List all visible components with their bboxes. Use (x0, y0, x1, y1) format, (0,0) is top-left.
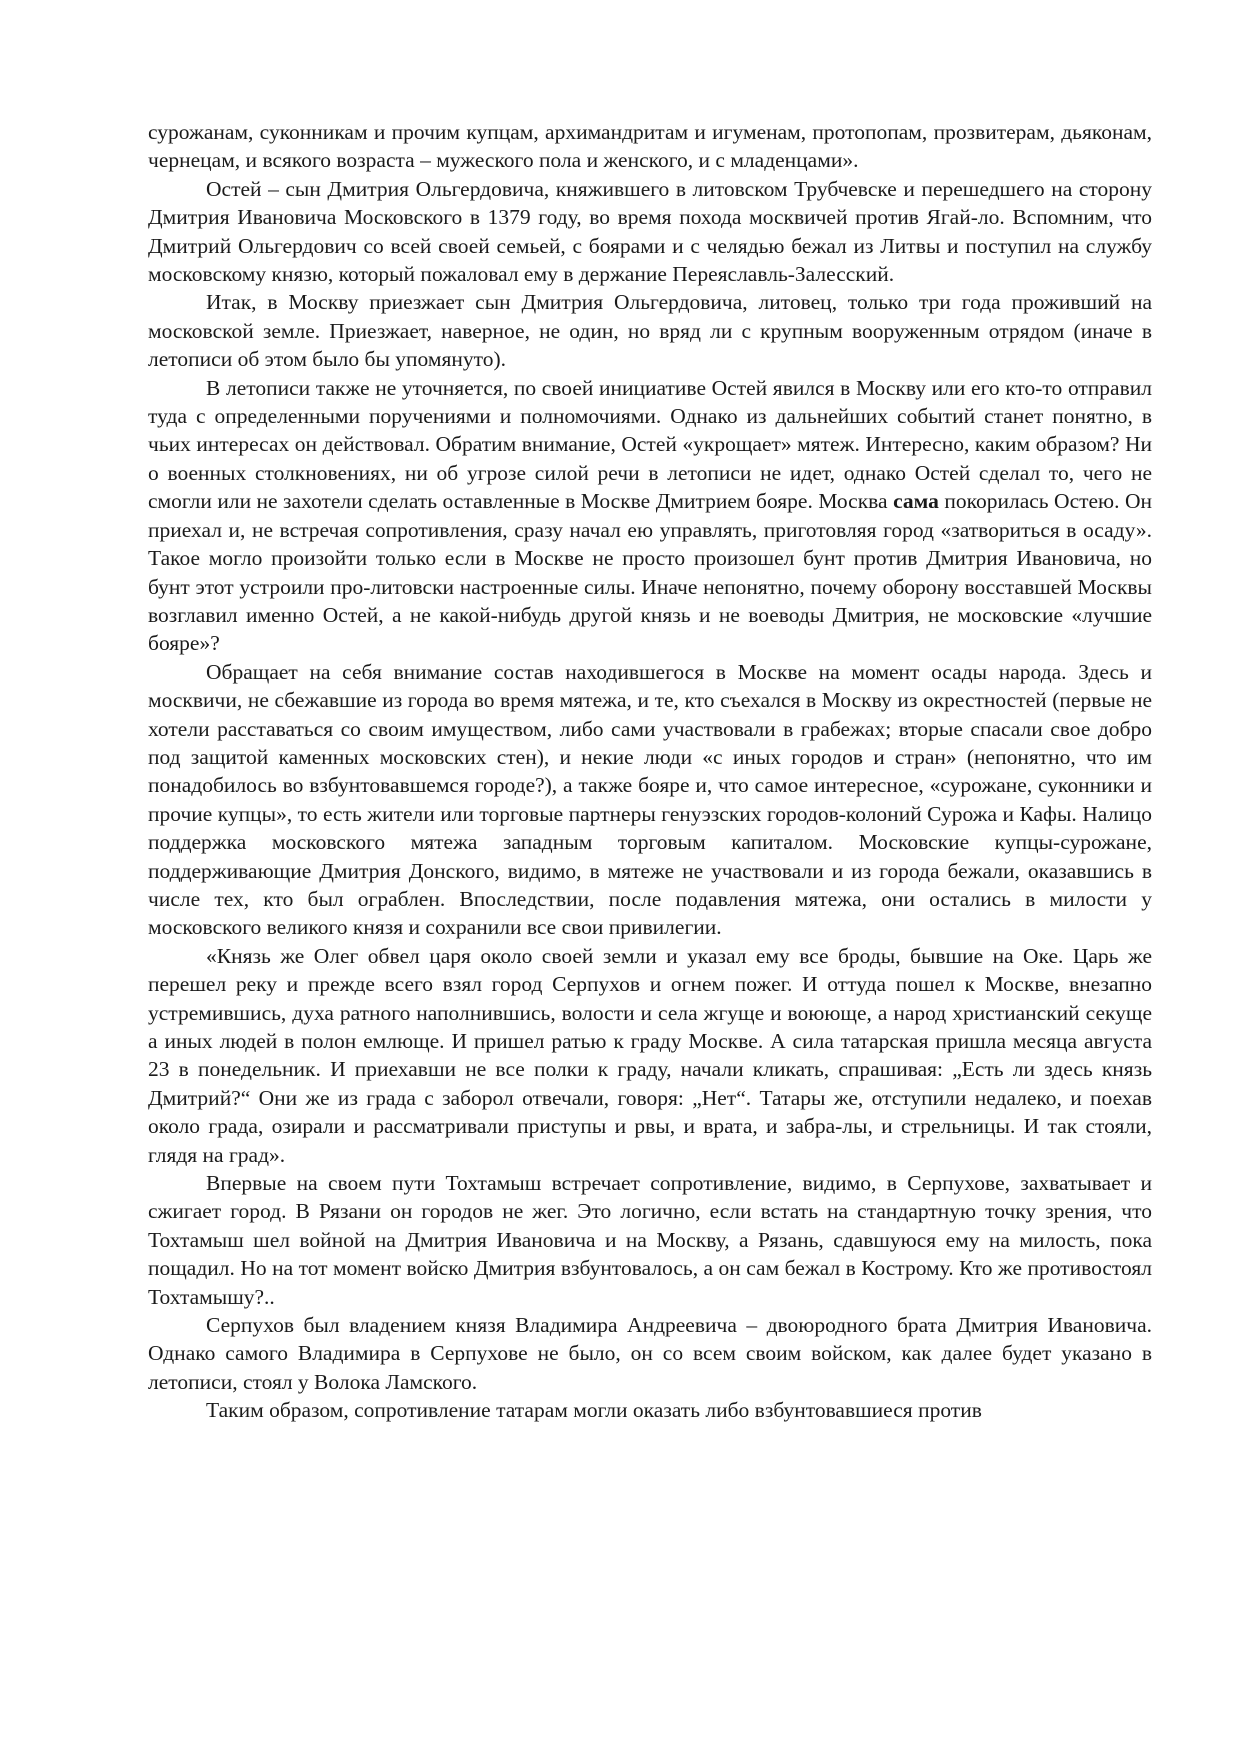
paragraph-text: покорилась Остею. Он приехал и, не встречая сопротивления, сразу начал ею управлять, приготовляя город «затвориться в осаду». Такое могло произойти только если в Москве не просто произошел бунт против Дмитрия Ивановича, но бунт этот устроили про-литовски настроенные силы. Иначе непонятно, почему оборону восставшей Москвы возглавил именно Остей, а не какой-нибудь другой князь и не воеводы Дмитрия, не московские «лучшие бояре»? (148, 489, 1152, 656)
paragraph-text: В летописи также не уточняется, по своей инициативе Остей явился в Москву или его кто-то отправил туда с определенными поручениями и полномочиями. Однако из дальнейших событий станет понятно, в чьих интересах он действовал. Обратим внимание, Остей «укрощает» мятеж. Интересно, каким образом? Ни о военных столкновениях, ни об угрозе силой речи в летописи не идет, однако Остей сделал то, чего не смогли или не захотели сделать оставленные в Москве Дмитрием бояре. Москва (148, 375, 1152, 514)
paragraph-5 (148, 658, 1152, 942)
paragraph-text: Впервые на своем пути Тохтамыш встречает сопротивление, видимо, в Серпухове, захватывает и сжигает город. В Рязани он городов не жег. Это логично, если встать на стандартную точку зрения, что Тохтамыш шел войной на Дмитрия Ивановича и на Москву, а Рязань, сдавшуюся ему на милость, пока пощадил. Но на тот момент войско Дмитрия взбунтовалось, а он сам бежал в Кострому. Кто же противостоял Тохтамышу?.. (148, 1171, 1152, 1309)
paragraph-text: сурожанам, суконникам и прочим купцам, архимандритам и игуменам, протопопам, прозвитерам, дьяконам, чернецам, и всякого возраста – мужеского пола и женского, и с младенцами». (148, 120, 1152, 173)
paragraph-text: «Князь же Олег обвел царя около своей земли и указал ему все броды, бывшие на Оке. Царь же перешел реку и прежде всего взял город Серпухов и огнем пожег. И оттуда пошел к Москве, внезапно устремившись, духа ратного наполнившись, волости и села жгуще и воююще, а народ христианский секуще а иных людей в полон емлюще. И пришел ратью к граду Москве. А сила татарская пришла месяца августа 23 в понедельник. И приехавши не все полки к граду, начали кликать, спрашивая: „Есть ли здесь князь Дмитрий?“ Они же из града с заборол отвечали, говоря: „Нет“. Татары же, отступили недалеко, и поехав около града, озирали и рассматривали приступы и рвы, и врата, и забра-лы, и стрельницы. И так стояли, глядя на град». (148, 943, 1152, 1167)
paragraph-text: Итак, в Москву приезжает сын Дмитрия Ольгердовича, литовец, только три года проживший на московской земле. Приезжает, наверное, не один, но вряд ли с крупным вооруженным отрядом (иначе в летописи об этом было бы упомянуто). (148, 290, 1152, 372)
paragraph-2 (148, 175, 1152, 289)
paragraph-text: Остей – сын Дмитрия Ольгердовича, княжившего в литовском Трубчевске и перешедшего на сторону Дмитрия Ивановича Московского в 1379 году, во время похода москвичей против Ягай-ло. Вспомним, что Дмитрий Ольгердович со всей своей семьей, с боярами и с челядью бежал из Литвы и поступил на службу московскому князю, который пожаловал ему в держание Переяславль-Залесский. (148, 176, 1152, 287)
paragraph-4 (148, 374, 1152, 658)
paragraph-text: Таким образом, сопротивление татарам могли оказать либо взбунтовавшиеся против (206, 1398, 982, 1423)
paragraph-text: Обращает на себя внимание состав находившегося в Москве на момент осады народа. Здесь и москвичи, не сбежавшие из города во время мятежа, и те, кто съехался в Москву из окрестностей (первые не хотели расставаться со своим имуществом, либо сами участвовали в грабежах; вторые спасали свое добро под защитой каменных московских стен), и некие люди «с иных городов и стран» (непонятно, что им понадобилось во взбунтовавшемся городе?), а также бояре и, что самое интересное, «сурожане, суконники и прочие купцы», то есть жители или торговые партнеры генуэзских городов-колоний Сурожа и Кафы. Налицо поддержка московского мятежа западным торговым капиталом. Московские купцы-сурожане, поддерживающие Дмитрия Донского, видимо, в мятеже не участвовали и из города бежали, оказавшись в числе тех, кто был ограблен. Впоследствии, после подавления мятежа, они остались в милости у московского великого князя и сохранили все свои привилегии. (148, 659, 1152, 940)
paragraph-9 (148, 1396, 1152, 1424)
bold-emphasis: сама (893, 489, 939, 514)
paragraph-1 (148, 118, 1152, 175)
paragraph-3 (148, 288, 1152, 373)
paragraph-6-quote (148, 942, 1152, 1169)
document-page (148, 118, 1152, 1425)
paragraph-text: Серпухов был владением князя Владимира Андреевича – двоюродного брата Дмитрия Ивановича. Однако самого Владимира в Серпухове не было, он со всем своим войском, как далее будет указано в летописи, стоял у Волока Ламского. (148, 1313, 1152, 1394)
paragraph-7 (148, 1169, 1152, 1311)
paragraph-8 (148, 1311, 1152, 1396)
